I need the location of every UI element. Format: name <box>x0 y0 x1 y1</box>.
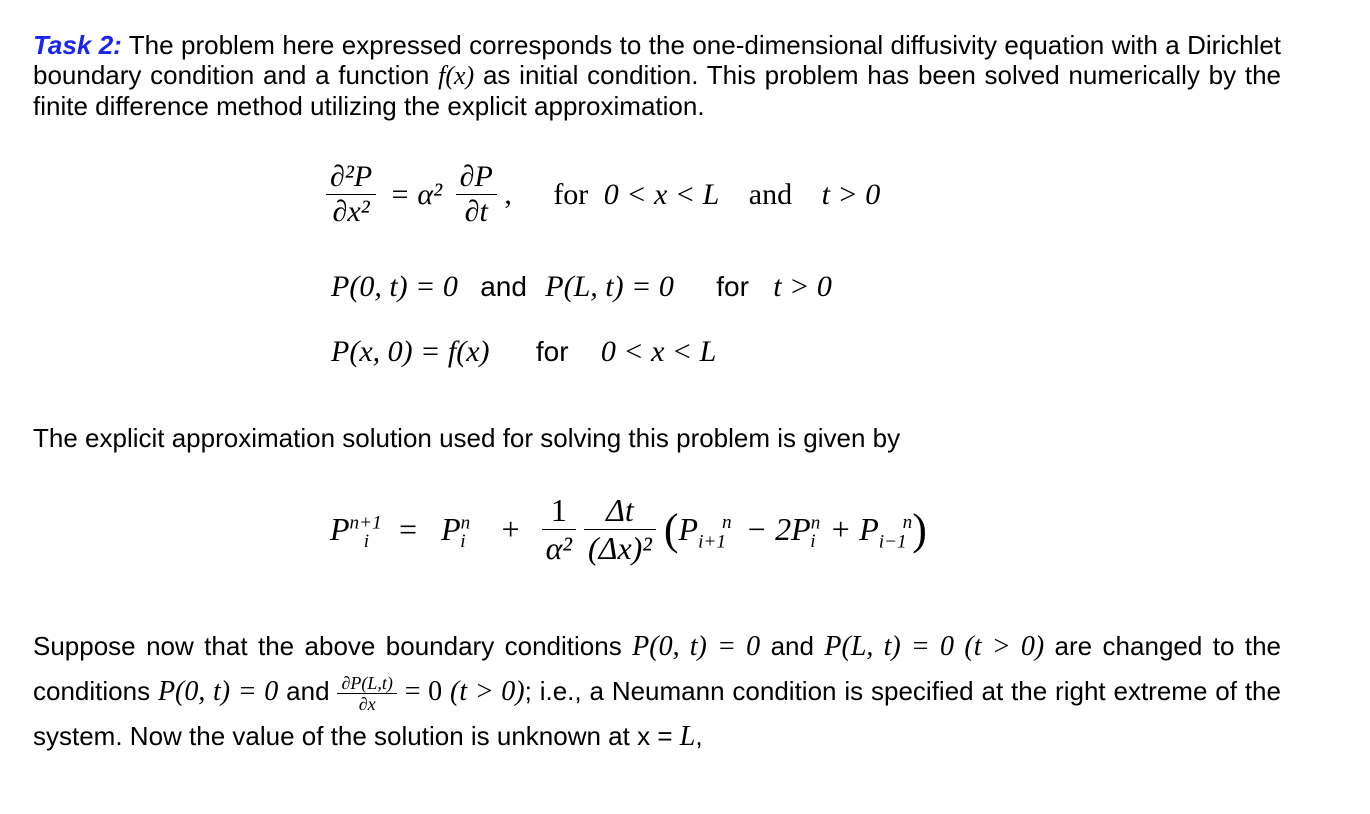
pde-left-den: ∂x² <box>332 195 370 228</box>
scheme-dt: Δt <box>606 492 634 528</box>
p2-m5: = 0 <box>404 676 443 707</box>
p2-s4: are changed to the conditions <box>33 631 1281 706</box>
scheme-open-paren: ( <box>663 505 679 554</box>
p2-m1: P(0, t) = 0 <box>632 631 761 662</box>
scheme-p: $P^n_i$ <box>441 511 471 553</box>
pde-equation <box>326 160 880 229</box>
p2-s6 <box>442 676 450 706</box>
initial-condition <box>331 335 716 369</box>
scheme-lhs: $P^{n+1}_i$ <box>330 511 382 553</box>
p2-s5: and <box>278 676 338 706</box>
scheme-term2: − $2P^n_i$ <box>745 511 821 553</box>
bc-tcond: t > 0 <box>773 270 832 303</box>
ic-for: for <box>535 336 569 367</box>
p2-s2: and <box>760 631 825 661</box>
scheme-one: 1 <box>550 492 567 528</box>
scheme-frac-dt <box>584 492 656 567</box>
p2-m2: P(L, t) = 0 <box>824 631 954 662</box>
p2-frac-num: ∂P(L,t) <box>341 672 393 693</box>
scheme-term3: + $P_{i-1}^n$ <box>829 511 913 553</box>
task-label: Task 2: <box>33 30 122 60</box>
boundary-conditions <box>331 270 832 304</box>
fx-math: f(x) <box>438 61 475 90</box>
scheme-frac-alpha <box>542 492 576 567</box>
pde-tcond: t > 0 <box>821 177 881 211</box>
bc-for: for <box>716 271 749 302</box>
explicit-text: The explicit approximation solution used for solving this problem is given by <box>33 423 901 453</box>
scheme-close-paren: ) <box>912 505 927 554</box>
bc-pl: P(L, t) = 0 <box>545 270 674 303</box>
pde-right-fraction <box>456 160 497 229</box>
scheme-dx2: (Δx)² <box>588 530 652 566</box>
p2-neumann-fraction <box>337 673 396 714</box>
pde-comma: , <box>504 177 512 211</box>
p2-s8: , <box>695 721 703 751</box>
pde-right-num: ∂P <box>459 160 493 193</box>
intro-paragraph <box>33 30 1281 121</box>
pde-left-num: ∂²P <box>330 160 373 193</box>
pde-domain: 0 < x < L <box>603 177 720 211</box>
p2-s3 <box>954 631 964 661</box>
pde-for: for <box>553 177 589 211</box>
scheme-plus: + <box>501 511 520 547</box>
scheme-alpha2: α² <box>545 530 572 566</box>
scheme-eq: = <box>399 511 418 547</box>
bc-p0: P(0, t) = 0 <box>331 270 458 303</box>
pde-right-den: ∂t <box>464 195 488 228</box>
intro-text-2: as initial condition. This problem has been solved numerically by the finite difference method utilizing the explicit approximation. <box>33 60 1281 121</box>
pde-equals-alpha: = α² <box>389 177 443 211</box>
p2-frac-den: ∂x <box>358 693 376 714</box>
ic-domain: 0 < x < L <box>600 335 717 368</box>
p2-s7: ; i.e., a Neumann condition is specified at the right extreme of the system. Now the value of the solution is unknown at x = <box>33 676 1281 751</box>
p2-m7: L <box>679 721 696 752</box>
p2-m6: (t > 0) <box>450 676 525 707</box>
bc-and: and <box>480 271 527 302</box>
intro-text-1: The problem here expressed corresponds to the one-dimensional diffusivity equation with a Dirichlet boundary condition and a function <box>33 30 1282 90</box>
scheme-term1: $P_{i+1}^n$ <box>678 511 732 553</box>
p2-m3: (t > 0) <box>964 631 1045 662</box>
ic-p: P(x, 0) = f(x) <box>331 335 490 368</box>
pde-and: and <box>748 177 793 211</box>
pde-left-fraction <box>326 160 376 229</box>
p2-s1: Suppose now that the above boundary conditions <box>33 631 633 661</box>
explicit-scheme <box>330 492 927 567</box>
p2-m4: P(0, t) = 0 <box>157 676 279 707</box>
neumann-paragraph <box>33 624 1281 759</box>
